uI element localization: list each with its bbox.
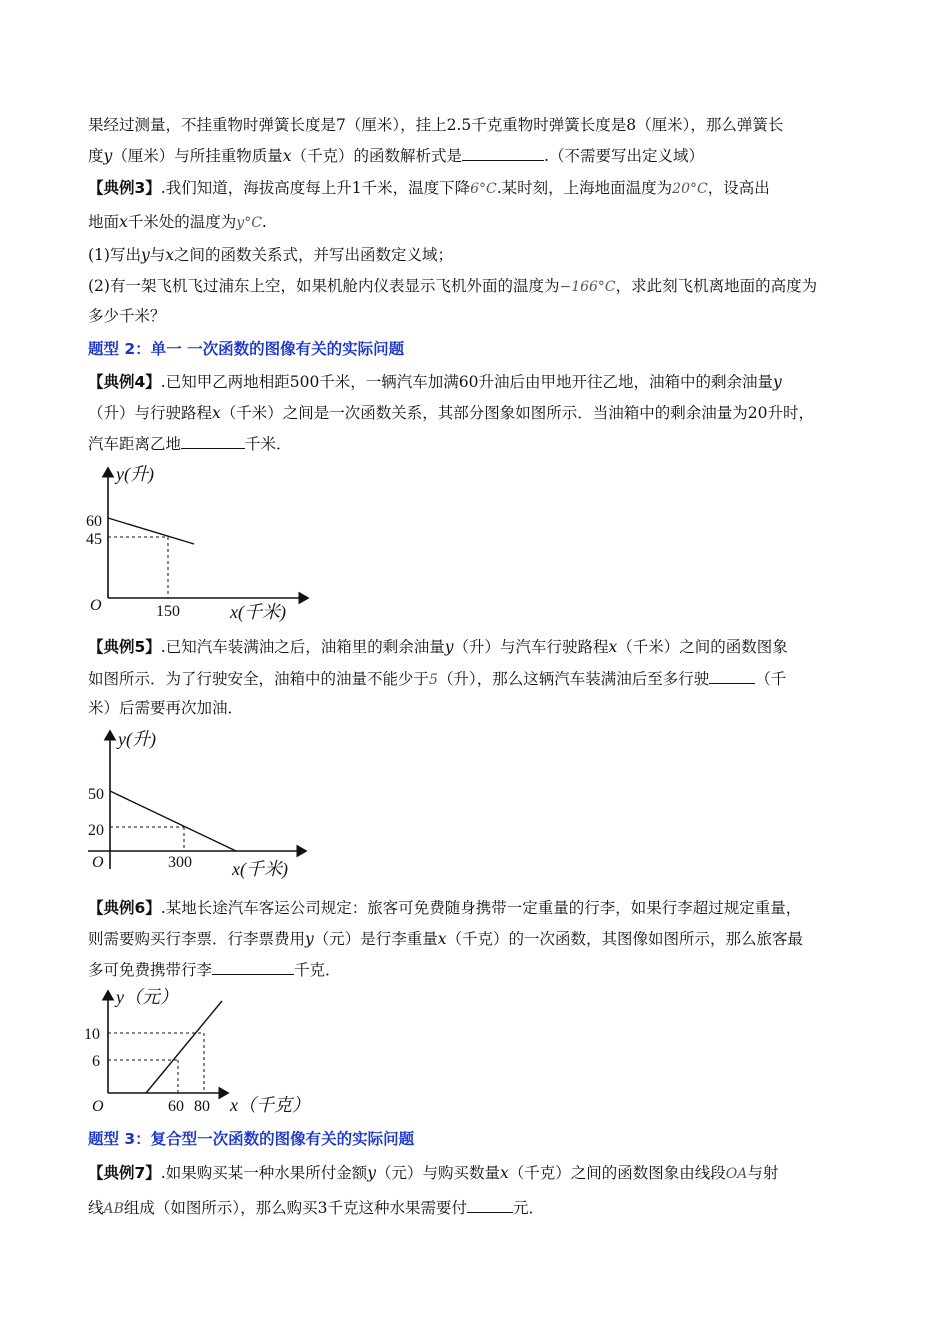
example-3-line2: 地面x千米处的温度为y°C. xyxy=(88,213,267,231)
example-6-line3: 多可免费携带行李 千克． xyxy=(88,958,341,981)
x-axis-label: x(千米) xyxy=(230,602,286,622)
origin-label: O xyxy=(92,854,104,871)
y-axis-label: y（元） xyxy=(116,987,178,1007)
example-4-line3: 汽车距离乙地 千米． xyxy=(88,432,292,455)
answer-blank xyxy=(212,958,294,975)
example-4-line2: （升）与行驶路程x（千米）之间是一次函数关系，其部分图象如图所示．当油箱中的剩余油量为20升时， xyxy=(88,404,814,422)
para-spring-line2: 度y（厘米）与所挂重物质量x（千克）的函数解析式是 .（不需要写出定义域） xyxy=(88,144,704,167)
example-3-question1: (1)写出y与x之间的函数关系式，并写出函数定义域； xyxy=(88,246,454,264)
answer-blank xyxy=(181,432,245,449)
answer-blank xyxy=(462,144,544,161)
example-3-line1: 【典例3】.我们知道，海拔高度每上升1千米，温度下降6°C.某时刻，上海地面温度为20°C，设高出 xyxy=(88,179,770,197)
example-3-question2: (2)有一架飞机飞过浦东上空，如果机舱内仪表显示飞机外面的温度为−166°C，求此刻飞机离地面的高度为 xyxy=(88,277,818,295)
fuel-line xyxy=(108,518,194,544)
answer-blank xyxy=(467,1196,513,1213)
y-tick-label: 50 xyxy=(88,786,104,803)
fee-line xyxy=(146,1001,222,1093)
x-axis-label: x(千米) xyxy=(232,859,288,879)
fuel-line xyxy=(110,791,236,851)
x-tick-label: 80 xyxy=(194,1098,210,1115)
example-5-line2: 如图所示．为了行驶安全，油箱中的油量不能少于5（升），那么这辆汽车装满油后至多行驶 （千 xyxy=(88,667,786,691)
x-tick-label: 60 xyxy=(168,1098,184,1115)
graph-example-4 xyxy=(80,460,320,625)
x-tick-label: 300 xyxy=(168,854,192,871)
example-3-question2-cont: 多少千米？ xyxy=(88,307,166,325)
y-tick-label: 6 xyxy=(92,1053,100,1070)
example-6-line1: 【典例6】.某地长途汽车客运公司规定：旅客可免费随身携带一定重量的行李，如果行李超过规定重量， xyxy=(88,899,802,917)
answer-blank xyxy=(709,667,755,684)
y-axis-label: y(升) xyxy=(118,729,156,749)
origin-label: O xyxy=(90,597,102,614)
graph-example-5 xyxy=(80,725,320,885)
example-6-line2: 则需要购买行李票．行李票费用y（元）是行李重量x（千克）的一次函数，其图像如图所示，那么旅客最 xyxy=(88,930,804,948)
example-4-line1: 【典例4】.已知甲乙两地相距500千米，一辆汽车加满60升油后由甲地开往乙地，油箱中的剩余油量y xyxy=(88,373,782,391)
example-7-line1: 【典例7】.如果购买某一种水果所付金额y（元）与购买数量x（千克）之间的函数图象由线段OA与射 xyxy=(88,1164,779,1182)
example-5-line3: 米）后需要再次加油． xyxy=(88,699,244,717)
section-heading-type2: 题型 2：单一 一次函数的图像有关的实际问题 xyxy=(88,340,405,358)
example-5-line1: 【典例5】.已知汽车装满油之后，油箱里的剩余油量y（升）与汽车行驶路程x（千米）之间的函数图象 xyxy=(88,638,788,656)
para-spring-line1: 果经过测量，不挂重物时弹簧长度是7（厘米），挂上2.5千克重物时弹簧长度是8（厘米），那么弹簧长 xyxy=(88,116,784,134)
y-tick-label: 45 xyxy=(86,531,102,548)
y-tick-label: 10 xyxy=(84,1026,100,1043)
graph-example-6 xyxy=(80,985,320,1120)
y-tick-label: 20 xyxy=(88,822,104,839)
y-tick-label: 60 xyxy=(86,513,102,530)
x-tick-label: 150 xyxy=(156,603,180,620)
example-7-line2: 线AB组成（如图所示），那么购买3千克这种水果需要付 元． xyxy=(88,1196,544,1220)
origin-label: O xyxy=(92,1098,104,1115)
section-heading-type3: 题型 3：复合型一次函数的图像有关的实际问题 xyxy=(88,1130,415,1148)
x-axis-label: x（千克） xyxy=(230,1095,310,1115)
y-axis-label: y(升) xyxy=(116,464,154,484)
